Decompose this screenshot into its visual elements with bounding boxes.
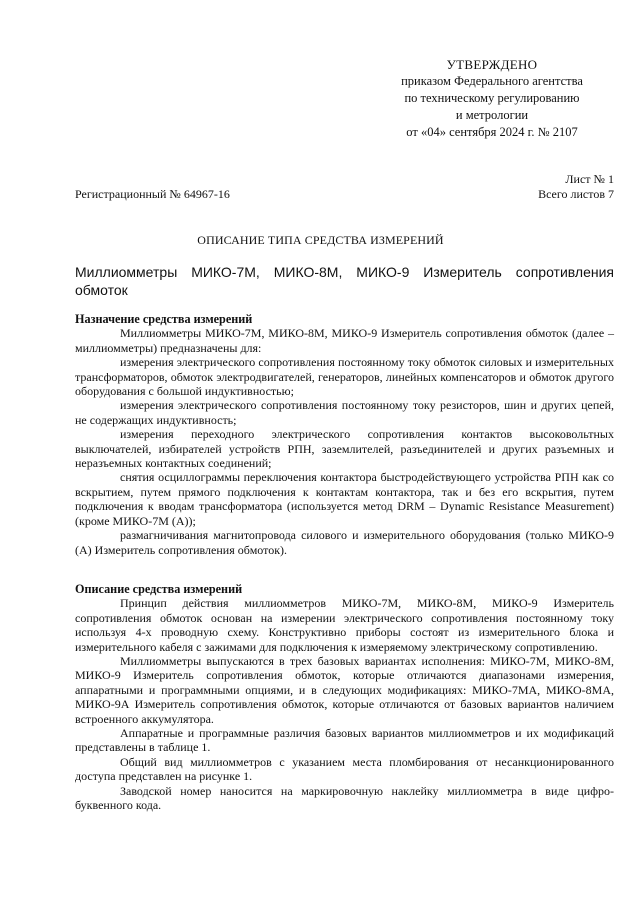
sheet-info bbox=[538, 172, 614, 202]
purpose-paragraph: размагничивания магнитопровода силового и измерительного оборудования (только МИКО-9 (А) Измеритель сопротивления обмоток). bbox=[75, 528, 614, 557]
approval-line-1: приказом Федерального агентства bbox=[401, 74, 583, 88]
approval-line-2: по техническому регулированию bbox=[404, 91, 580, 105]
registration-number: Регистрационный № 64967-16 bbox=[75, 187, 230, 201]
sheet-number: Лист № 1 bbox=[565, 172, 614, 186]
purpose-heading: Назначение средства измерений bbox=[75, 312, 253, 326]
purpose-paragraph: снятия осциллограммы переключения контактора быстродействующего устройства РПН как со вскрытием, путем прямого подключения к контактам контактора, так и без его вскрытия, путем подключения к вводам трансформатора (используется метод DRM – Dynamic Resistance Measurement) (кроме МИКО-7М (А)); bbox=[75, 470, 614, 528]
description-section bbox=[75, 582, 614, 813]
description-paragraph: Заводской номер наносится на маркировочную наклейку миллиомметра в виде цифро-буквенного кода. bbox=[75, 783, 614, 813]
approval-line-4: от «04» сентября 2024 г. № 2107 bbox=[406, 125, 578, 139]
description-paragraph: Общий вид миллиомметров с указанием места пломбирования от несанкционированного доступа представлен на рисунке 1. bbox=[75, 754, 614, 784]
instrument-name: Миллиомметры МИКО-7М, МИКО-8М, МИКО-9 Измеритель сопротивления обмоток bbox=[75, 264, 614, 298]
purpose-section bbox=[75, 312, 614, 557]
purpose-paragraph: измерения переходного электрического сопротивления контактов высоковольтных выключателей, избирателей устройств РПН, заземлителей, разъединителей и других разъемных и неразъемных контактных соединений; bbox=[75, 427, 614, 471]
document-title: ОПИСАНИЕ ТИПА СРЕДСТВА ИЗМЕРЕНИЙ bbox=[197, 233, 444, 247]
approval-block bbox=[372, 56, 612, 141]
description-heading: Описание средства измерений bbox=[75, 582, 243, 596]
approval-line-3: и метрологии bbox=[455, 108, 529, 122]
sheet-total: Всего листов 7 bbox=[538, 187, 614, 201]
purpose-paragraph: Миллиомметры МИКО-7М, МИКО-8М, МИКО-9 Измеритель сопротивления обмоток (далее – миллиомметры) предназначены для: bbox=[75, 326, 614, 355]
approval-heading: УТВЕРЖДЕНО bbox=[446, 57, 538, 72]
description-paragraph: Принцип действия миллиомметров МИКО-7М, МИКО-8М, МИКО-9 Измеритель сопротивления обмоток основан на измерении электрического сопротивления постоянному току используя 4-х проводную схему. Конструктивно приборы состоят из измерительного блока и измерительного кабеля с зажимами для подключения к измеряемому электрическому сопротивлению. bbox=[75, 596, 614, 654]
purpose-paragraph: измерения электрического сопротивления постоянному току резисторов, шин и других цепей, не содержащих индуктивность; bbox=[75, 398, 614, 427]
description-paragraph: Аппаратные и программные различия базовых вариантов миллиомметров и их модификаций представлены в таблице 1. bbox=[75, 726, 614, 755]
description-paragraph: Миллиомметры выпускаются в трех базовых вариантах исполнения: МИКО-7М, МИКО-8М, МИКО-9 Измеритель сопротивления обмоток, которые отличаются диапазонами измерения, аппаратными и программными опциями, и в следующих модификациях: МИКО-7МА, МИКО-8МА, МИКО-9А Измеритель сопротивления обмоток, которые отличаются от базовых вариантов наличием встроенного аккумулятора. bbox=[75, 654, 614, 726]
purpose-paragraph: измерения электрического сопротивления постоянному току обмоток силовых и измерительных трансформаторов, обмоток электродвигателей, генераторов, линейных компенсаторов и обмоток другого оборудования с большой индуктивностью; bbox=[75, 355, 614, 399]
